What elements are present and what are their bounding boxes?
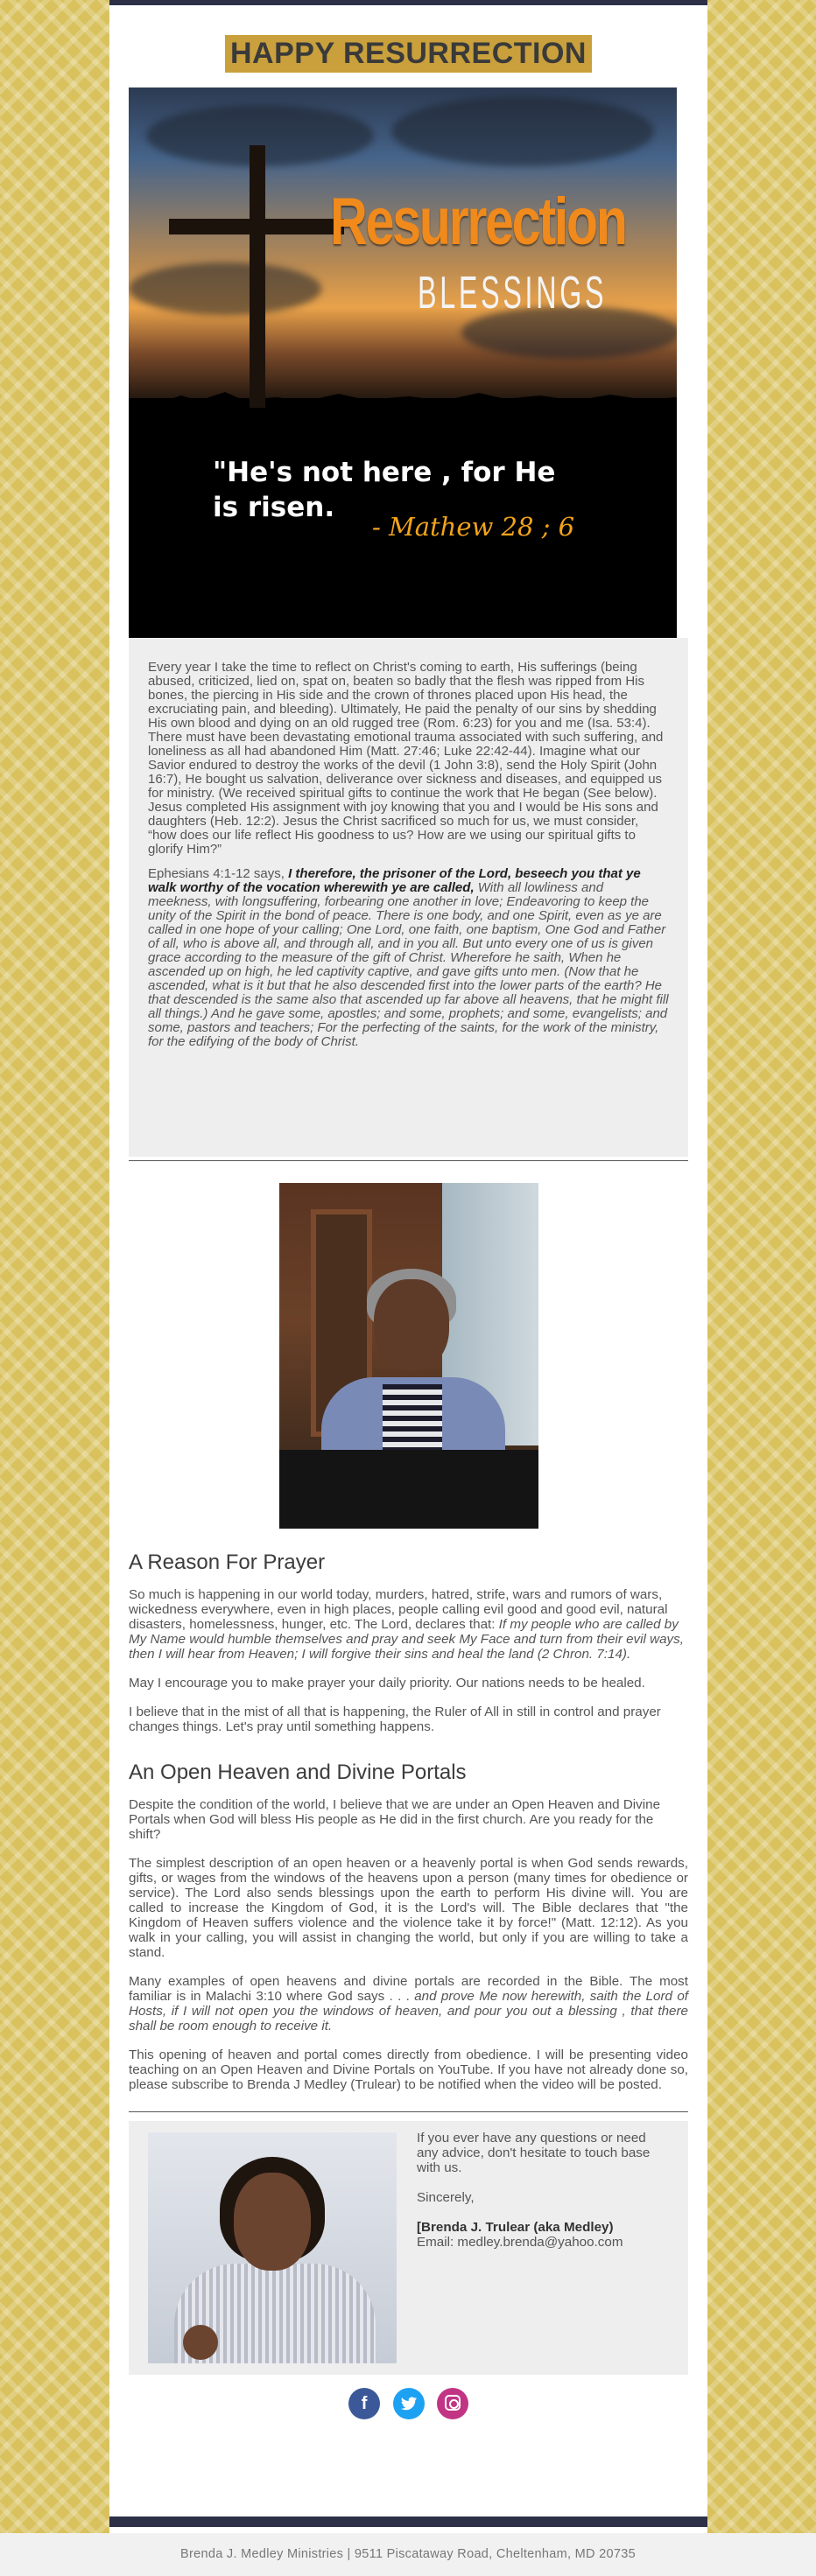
contact-name: [Brenda J. Trulear (aka Medley) bbox=[417, 2220, 614, 2235]
page-title: HAPPY RESURRECTION bbox=[225, 35, 592, 73]
prayer-paragraph-3: I believe that in the mist of all that is happening, the Ruler of All in still in control and prayer changes things. Let's pray until something happens. bbox=[129, 1704, 661, 1734]
heaven-paragraph-1: Despite the condition of the world, I believe that we are under an Open Heaven and Divine Portals when God will bless His people as He did in the first church. Are you ready for the shift? bbox=[129, 1797, 661, 1842]
bottom-accent-bar bbox=[109, 2516, 707, 2527]
social-links bbox=[109, 2375, 707, 2445]
contact-info bbox=[417, 2131, 671, 2264]
hero-scripture-reference: - Mathew 28 ; 6 bbox=[372, 512, 575, 542]
contact-card bbox=[129, 2121, 688, 2375]
prayer-paragraph-1: So much is happening in our world today, murders, hatred, strife, wars and rumors of wars, wickedness everywhere, even in high places, people calling evil good and good evil, natural disasters, homelessness, hunger, etc. The Lord, declares that: If my people who are called by My Name would humble themselves and pray and seek My Face and turn from their evil ways, then I will hear from Heaven; I will forgive their sins and heal the land (2 Chron. 7:14). bbox=[129, 1587, 684, 1662]
instagram-icon[interactable] bbox=[437, 2388, 468, 2419]
email-container bbox=[109, 0, 707, 2533]
heaven-paragraph-2: The simplest description of an open heaven or a heavenly portal is when God sends rewards, gifts, or wages from the windows of the heavens upon a person (many times for obedience or service). The Lord also sends blessings upon the earth to perform His divine will. You are called to increase the Kingdom of God, it is the Lord's will. The Bible declares that "the Kingdom of Heaven suffers violence and the violence take it by force!" (Matt. 12:12). As you walk in your calling, you will assist in changing the world, but only if you are willing to take a stand. bbox=[129, 1856, 688, 1960]
prayer-paragraph-2: May I encourage you to make prayer your daily priority. Our nations needs to be healed. bbox=[129, 1676, 645, 1690]
cloud bbox=[391, 96, 654, 166]
heaven-paragraph-4: This opening of heaven and portal comes directly from obedience. I will be presenting video teaching on an Open Heaven and Divine Portals on YouTube. If you have not already done so, please subscribe to Brenda J Medley (Trulear) to be notified when the video will be posted. bbox=[129, 2048, 688, 2092]
twitter-icon[interactable] bbox=[393, 2388, 425, 2419]
scripture-intro: Ephesians 4:1-12 says, bbox=[148, 866, 289, 881]
heaven-section bbox=[109, 1748, 707, 2092]
hero-quote: "He's not here , for He is risen. bbox=[213, 457, 556, 523]
blessings-wordmark: BLESSINGS bbox=[418, 268, 608, 318]
prayer-section bbox=[109, 1550, 707, 1734]
author-photo bbox=[148, 2132, 397, 2363]
cloud bbox=[129, 262, 321, 315]
heaven-paragraph-3: Many examples of open heavens and divine portals are recorded in the Bible. The most familiar is in Malachi 3:10 where God says . . . and prove Me now herewith, saith the Lord of Hosts, if I will not open you the windows of heaven, and pour you out a blessing , that there shall be room enough to receive it. bbox=[129, 1974, 688, 2034]
resurrection-wordmark: Resurrection bbox=[330, 185, 626, 259]
reflection-paragraph: Every year I take the time to reflect on Christ's coming to earth, His sufferings (being abused, criticized, lied on, spat on, beaten so badly that the flesh was ripped from His bones, the piercing in His side and the crown of thrones placed upon His head, the excruciating pain, and bleeding). Ultimately, He paid the penalty of our sins by shedding His own blood and dying on an old rugged tree (Rom. 6:23) for you and me (Isa. 53:4). There must have been devastating emotional trauma associated with such suffering, and loneliness as all had abandoned Him (Matt. 27:46; Luke 22:42-44). Imagine what our Savior endured to destroy the works of the devil (1 John 3:8), send the Holy Spirit (John 16:7), He bought us salvation, deliverance over sickness and diseases, and equipped us for ministry. (We received spiritual gifts to continue the work that He began (See below). Jesus completed His assignment with joy knowing that you and I would be His sons and daughters (Heb. 12:2). Jesus the Christ sacrificed so much for us, we must consider, “how does our life reflect His goodness to us? How are we using our spiritual gifts to glorify Him?” bbox=[148, 660, 664, 857]
hero-banner-image bbox=[129, 88, 677, 638]
scripture-bold: I therefore, the prisoner of the Lord, beseech you that ye walk worthy of the vocation wherewith ye are called, bbox=[148, 866, 641, 895]
cross-horizontal bbox=[169, 219, 344, 234]
contact-email[interactable]: Email: medley.brenda@yahoo.com bbox=[417, 2235, 623, 2250]
contact-signoff: Sincerely, bbox=[417, 2190, 475, 2205]
facebook-icon[interactable]: f bbox=[348, 2388, 380, 2419]
scripture-paragraph bbox=[148, 867, 669, 1049]
footer-address: Brenda J. Medley Ministries | 9511 Piscataway Road, Cheltenham, MD 20735 bbox=[0, 2533, 816, 2576]
title-section bbox=[109, 5, 707, 88]
portrait-photo bbox=[279, 1183, 538, 1529]
reflection-box bbox=[129, 638, 688, 1157]
portrait-section bbox=[109, 1161, 707, 1550]
prayer-heading: A Reason For Prayer bbox=[129, 1550, 326, 1574]
scripture-rest: With all lowliness and meekness, with longsuffering, forbearing one another in love; Endeavoring to keep the unity of the Spirit in the bond of peace. There is one body, and one Spirit, even as ye are called in one hope of your calling; One Lord, one faith, one baptism, One God and Father of all, who is above all, and through all, and in you all. But unto every one of us is given grace according to the measure of the gift of Christ. Wherefore he saith, When he ascended up on high, he led captivity captive, and gave gifts unto men. (Now that he ascended, what is it but that he also descended first into the lower parts of the earth? He that descended is the same also that ascended up far above all heavens, that he might fill all things.) And he gave some, apostles; and some, prophets; and some, evangelists; and some, pastors and teachers; For the perfecting of the saints, for the work of the ministry, for the edifying of the body of Christ. bbox=[148, 880, 669, 1049]
contact-intro: If you ever have any questions or need any advice, don't hesitate to touch base with us. bbox=[417, 2131, 651, 2175]
cross-vertical bbox=[250, 145, 265, 408]
heaven-heading: An Open Heaven and Divine Portals bbox=[129, 1760, 467, 1784]
